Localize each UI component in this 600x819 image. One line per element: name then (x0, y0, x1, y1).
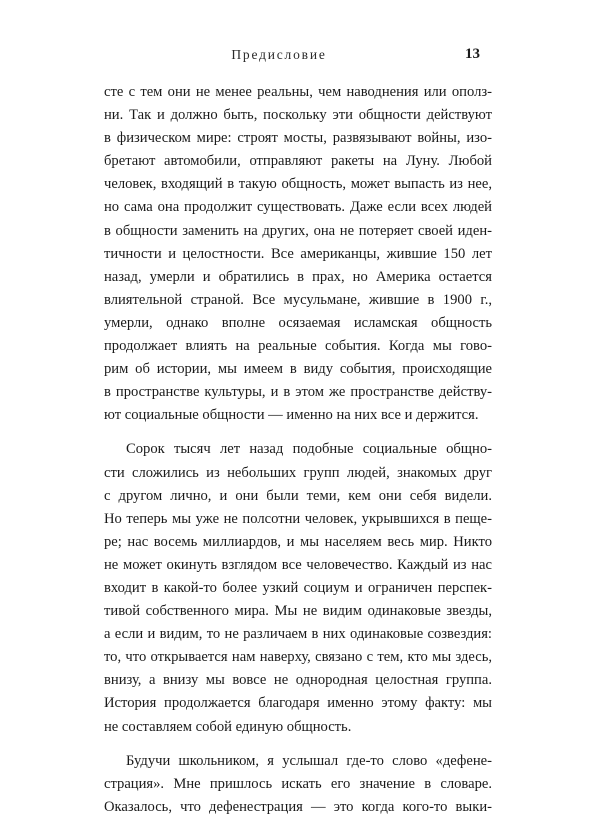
text-line: а если и видим, то не различаем в них одинаковые созвездия: (104, 626, 492, 643)
paragraph-1 (104, 81, 492, 427)
text-line: человек, входящий в такую общность, может выпасть из нее, (104, 176, 492, 193)
text-line: не может окинуть взглядом все человечество. Каждый из нас (104, 556, 492, 573)
text-line: страция». Мне пришлось искать его значение в словаре. (104, 775, 492, 792)
text-line: ре; нас восемь миллиардов, и мы населяем весь мир. Никто (104, 533, 492, 550)
text-line: внизу, а внизу мы вовсе не однородная целостная группа. (104, 672, 492, 689)
text-line: Оказалось, что дефенестрация — это когда кого-то выки- (104, 798, 492, 815)
text-line: влиятельной страной. Все мусульмане, жившие в 1900 г., (104, 291, 492, 308)
text-line: умерли, однако вполне осязаемая исламская общность (104, 314, 492, 331)
text-line: История продолжается благодаря именно этому факту: мы (104, 695, 492, 712)
paragraph-2 (104, 438, 492, 738)
text-line: то, что открывается нам наверху, связано с тем, кто мы здесь, (104, 649, 492, 666)
text-line: ни. Так и должно быть, поскольку эти общности действуют (104, 107, 492, 124)
paragraph-3 (104, 750, 492, 819)
text-line: Но теперь мы уже не полсотни человек, укрывшихся в пеще- (104, 510, 492, 527)
text-line: продолжает влиять на реальные события. Когда мы гово- (104, 338, 492, 355)
text-line: бретают автомобили, отправляют ракеты на Луну. Любой (104, 153, 492, 170)
text-line: сти сложились из небольших групп людей, знакомых друг (104, 464, 492, 481)
text-line: назад, умерли и обратились в прах, но Америка остается (104, 268, 492, 285)
text-line: Сорок тысяч лет назад подобные социальные общно- (126, 441, 492, 458)
paragraph-gap (104, 739, 492, 750)
text-line: в пространстве культуры, и в этом же пространстве действу- (104, 384, 492, 401)
text-line: сте с тем они не менее реальны, чем наводнения или ополз- (104, 84, 492, 100)
running-head (104, 46, 480, 67)
text-line: с другом лично, и они были теми, кем они себя видели. (104, 487, 492, 504)
text-line: в общности заменить на других, она не потеряет своей иден- (104, 222, 492, 239)
text-line: Будучи школьником, я услышал где-то слово «дефене- (126, 752, 492, 769)
text-line: но сама она продолжит существовать. Даже если всех людей (104, 199, 492, 216)
text-line: тичности и целостности. Все американцы, жившие 150 лет (104, 245, 492, 262)
text-line: рим об истории, мы имеем в виду события, происходящие (104, 361, 492, 378)
text-line: входит в какой-то более узкий социум и ограничен перспек- (104, 579, 492, 596)
body-text (104, 81, 492, 819)
text-line: тивой собственного мира. Мы не видим одинаковые звезды, (104, 603, 492, 620)
paragraph-gap (104, 427, 492, 438)
text-line: не составляем собой единую общность. (104, 718, 352, 735)
section-title: Предисловие (231, 47, 327, 62)
page-number: 13 (465, 46, 480, 62)
text-line: в физическом мире: строят мосты, развязывают войны, изо- (104, 130, 492, 147)
text-line: ют социальные общности — именно на них все и держится. (104, 407, 479, 424)
